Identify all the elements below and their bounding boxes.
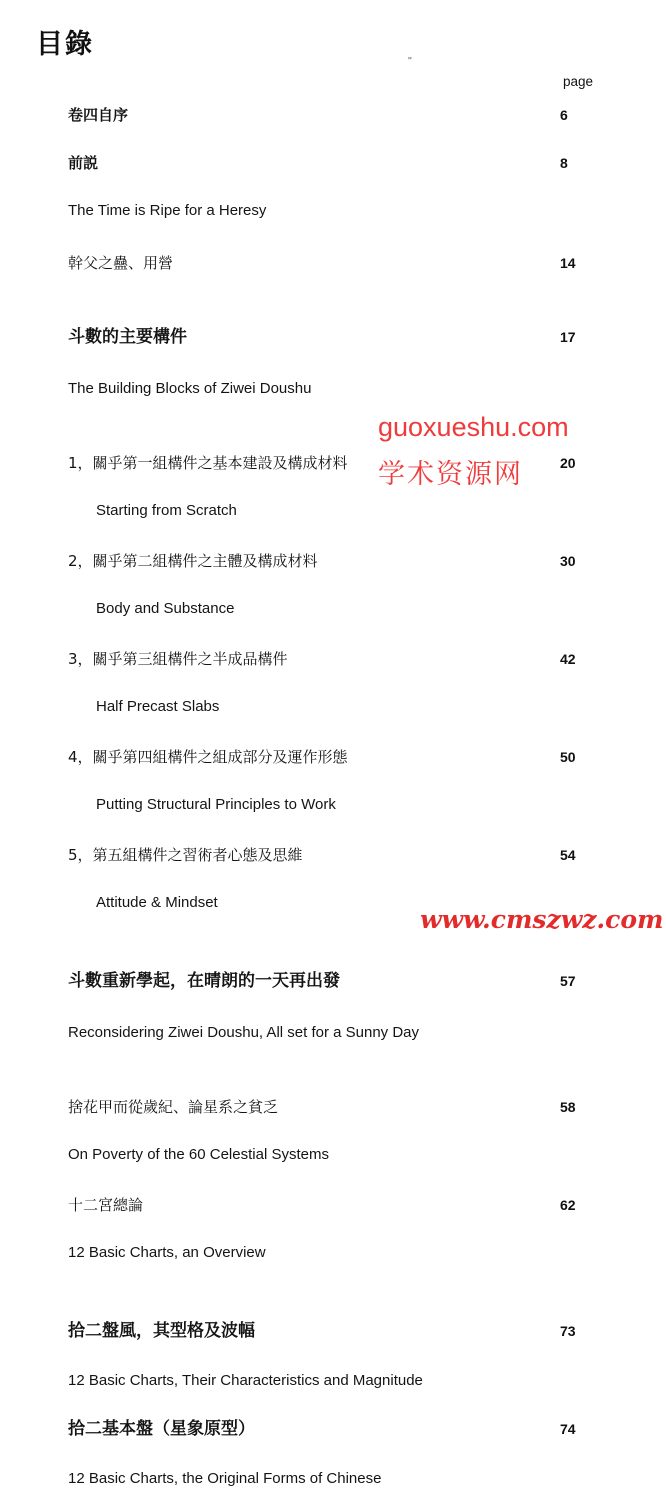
toc-entry-page-number: 30 xyxy=(560,553,576,569)
toc-entry-label: Reconsidering Ziwei Doushu, All set for a Sunny Day xyxy=(68,1024,420,1041)
toc-entry-page-number: 58 xyxy=(560,1099,576,1115)
toc-entry-label: 斗數的主要構件 xyxy=(68,327,187,347)
toc-entry-label: 12 Basic Charts, an Overview xyxy=(68,1244,266,1261)
toc-entry-label: 拾二基本盤（星象原型） xyxy=(68,1419,255,1439)
toc-entry-label: 3，關乎第三組構件之半成品構件 xyxy=(68,650,288,668)
toc-entry-label: 拾二盤風，其型格及波幅 xyxy=(68,1321,255,1341)
watermark-bottom: www.cmszwz.com xyxy=(420,905,664,934)
toc-entry-label: The Building Blocks of Ziwei Doushu xyxy=(68,380,312,397)
toc-entry xyxy=(0,96,666,124)
toc-entry-label: 5，第五組構件之習術者心態及思維 xyxy=(68,846,303,864)
toc-entry-label: On Poverty of the 60 Celestial Systems xyxy=(68,1146,329,1163)
toc-entry-page-number: 73 xyxy=(560,1323,576,1339)
toc-entry-label: 捨花甲而從歲紀、論星系之貧乏 xyxy=(68,1098,279,1116)
toc-entry-page-number: 20 xyxy=(560,455,576,471)
toc-entry-page-number: 50 xyxy=(560,749,576,765)
toc-entry-label: 斗數重新學起，在晴朗的一天再出發 xyxy=(68,971,340,991)
toc-entry-label: 2，關乎第二組構件之主體及構成材料 xyxy=(68,552,318,570)
toc-entry-page-number: 42 xyxy=(560,651,576,667)
toc-entry-page-number: 54 xyxy=(560,847,576,863)
toc-entry-label: Attitude & Mindset xyxy=(96,894,218,911)
toc-entry-page-number: 62 xyxy=(560,1197,576,1213)
toc-entry-label: The Time is Ripe for a Heresy xyxy=(68,202,267,219)
page-column-header: page xyxy=(563,74,594,89)
toc-entry-label: 前説 xyxy=(68,154,99,172)
toc-entry-label: Starting from Scratch xyxy=(96,502,237,519)
toc-entry-page-number: 74 xyxy=(560,1421,576,1437)
toc-entry-label: Putting Structural Principles to Work xyxy=(96,796,336,813)
toc-entry-label: 12 Basic Charts, the Original Forms of Chinese xyxy=(68,1470,382,1487)
toc-entry-label: 幹父之蠱、用營 xyxy=(68,254,174,272)
toc-entry-page-number: 17 xyxy=(560,329,576,345)
page-title: 目錄 xyxy=(36,29,94,60)
toc-entry-label: Half Precast Slabs xyxy=(96,698,220,715)
toc-entry-label: 十二宮總論 xyxy=(68,1196,144,1214)
toc-entry-page-number: 8 xyxy=(560,155,568,171)
toc-entry-label: Body and Substance xyxy=(96,600,235,617)
toc-entry-label: 1，關乎第一組構件之基本建設及構成材料 xyxy=(68,454,348,472)
toc-entry-page-number: 57 xyxy=(560,973,576,989)
toc-entry-label: 12 Basic Charts, Their Characteristics and Magnitude xyxy=(68,1372,423,1389)
toc-entry-page-number: 14 xyxy=(560,255,576,271)
watermark-site-main: guoxueshu.com xyxy=(378,412,569,442)
toc-entry-label: 4，關乎第四組構件之組成部分及運作形態 xyxy=(68,748,348,766)
toc-entry-page-number: 6 xyxy=(560,107,568,123)
toc-entry xyxy=(0,118,666,172)
stray-ink-mark: '' xyxy=(408,56,412,67)
watermark-site-sub: 学术资源网 xyxy=(378,459,523,490)
toc-entry-label: 卷四自序 xyxy=(68,106,129,124)
